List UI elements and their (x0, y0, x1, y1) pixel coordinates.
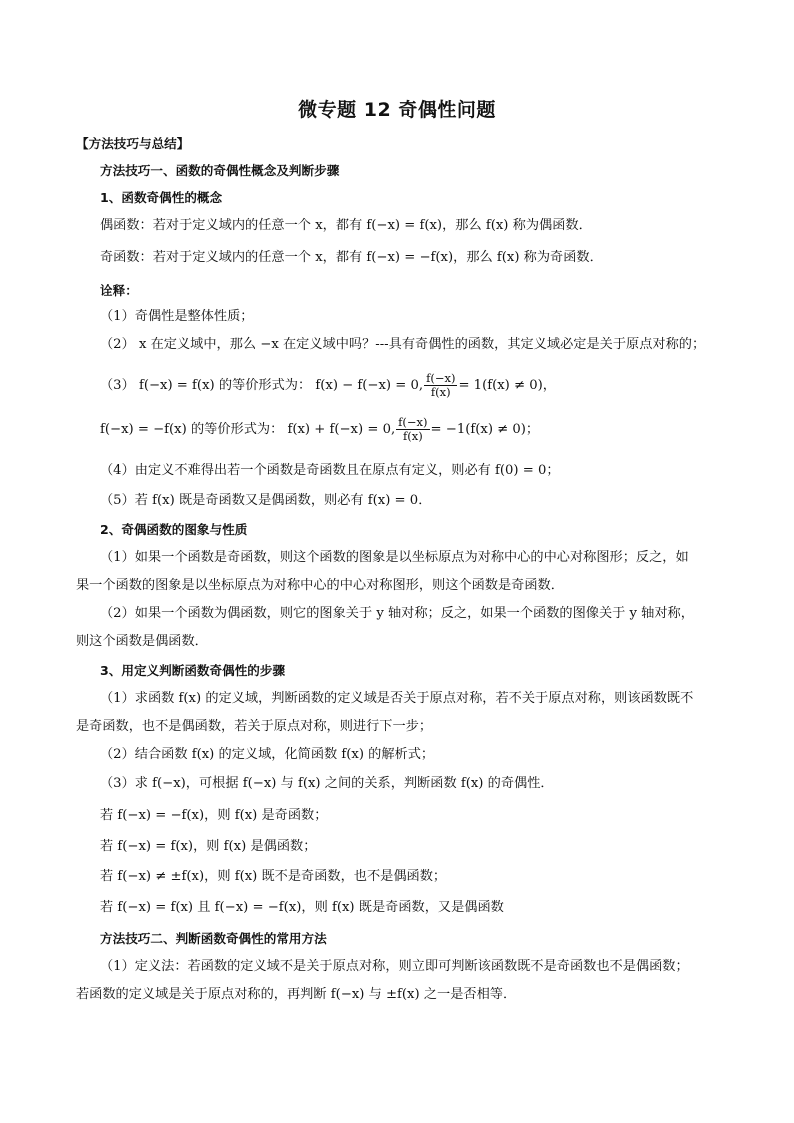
note-3b-numerator: f(−x) (398, 415, 428, 429)
note-2: （2） x 在定义域中，那么 −x 在定义域中吗？---具有奇偶性的函数，其定义域必定是关于原点对称的； (100, 337, 706, 352)
note-3b-prefix: f(−x) = −f(x) 的等价形式为： f(x) + f(−x) = 0, (100, 422, 396, 437)
note-1: （1）奇偶性是整体性质； (100, 309, 254, 324)
note-3b-denominator: f(x) (402, 429, 423, 443)
para-odd-graph-1: （1）如果一个函数是奇函数，则这个函数的图象是以坐标原点为对称中心的中心对称图形；反之，如 (100, 550, 689, 565)
note-3b-fraction (396, 416, 429, 443)
heading-steps: 3、用定义判断函数奇偶性的步骤 (100, 663, 286, 678)
heading-graph-properties: 2、奇偶函数的图象与性质 (100, 522, 248, 537)
section-tag: 【方法技巧与总结】 (76, 136, 190, 151)
note-3b-suffix: = −1(f(x) ≠ 0)； (430, 422, 540, 437)
method-one-heading: 方法技巧一、函数的奇偶性概念及判断步骤 (100, 163, 340, 178)
step-1-line-1: （1）求函数 f(x) 的定义域，判断函数的定义域是否关于原点对称，若不关于原点对称，则该函数既不 (100, 691, 694, 706)
case-neither: 若 f(−x) ≠ ±f(x)，则 f(x) 既不是奇函数，也不是偶函数； (100, 869, 447, 884)
note-3-suffix: = 1(f(x) ≠ 0)， (458, 378, 556, 393)
page-title: 微专题 12 奇偶性问题 (298, 99, 496, 121)
case-even: 若 f(−x) = f(x)，则 f(x) 是偶函数； (100, 839, 317, 854)
para-odd-graph-2: 果一个函数的图象是以坐标原点为对称中心的中心对称图形，则这个函数是奇函数． (76, 578, 564, 593)
definition-method-line-1: （1）定义法：若函数的定义域不是关于原点对称，则立即可判断该函数既不是奇函数也不是偶函数； (100, 959, 689, 974)
step-1-line-2: 是奇函数，也不是偶函数，若关于原点对称，则进行下一步； (76, 719, 433, 734)
step-3: （3）求 f(−x)，可根据 f(−x) 与 f(x) 之间的关系，判断函数 f(x) 的奇偶性． (100, 776, 554, 791)
method-two-heading: 方法技巧二、判断函数奇偶性的常用方法 (100, 931, 327, 946)
note-3-denominator: f(x) (430, 385, 451, 399)
note-5: （5）若 f(x) 既是奇函数又是偶函数，则必有 f(x) = 0． (100, 493, 432, 508)
odd-function-definition: 奇函数：若对于定义域内的任意一个 x，都有 f(−x) = −f(x)，那么 f(x) 称为奇函数． (100, 250, 603, 265)
para-even-graph-2: 则这个函数是偶函数． (76, 634, 208, 649)
case-odd: 若 f(−x) = −f(x)，则 f(x) 是奇函数； (100, 808, 328, 823)
note-3b (100, 414, 539, 446)
note-4: （4）由定义不难得出若一个函数是奇函数且在原点有定义，则必有 f(0) = 0； (100, 463, 560, 478)
para-even-graph-1: （2）如果一个函数为偶函数，则它的图象关于 y 轴对称；反之，如果一个函数的图像关于 y 轴对称， (100, 606, 694, 621)
even-function-definition: 偶函数：若对于定义域内的任意一个 x，都有 f(−x) = f(x)，那么 f(x) 称为偶函数． (100, 218, 592, 233)
note-3-numerator: f(−x) (426, 371, 456, 385)
definition-method-line-2: 若函数的定义域是关于原点对称的，再判断 f(−x) 与 ±f(x) 之一是否相等． (76, 987, 517, 1002)
note-label: 诠释： (100, 283, 138, 298)
note-3-fraction (424, 372, 457, 399)
heading-concept: 1、函数奇偶性的概念 (100, 190, 223, 205)
case-both: 若 f(−x) = f(x) 且 f(−x) = −f(x)，则 f(x) 既是奇函数，又是偶函数 (100, 900, 504, 915)
note-3-prefix: （3） f(−x) = f(x) 的等价形式为： f(x) − f(−x) = 0, (100, 378, 424, 393)
step-2: （2）结合函数 f(x) 的定义域，化简函数 f(x) 的解析式； (100, 747, 435, 762)
note-3 (100, 370, 556, 402)
